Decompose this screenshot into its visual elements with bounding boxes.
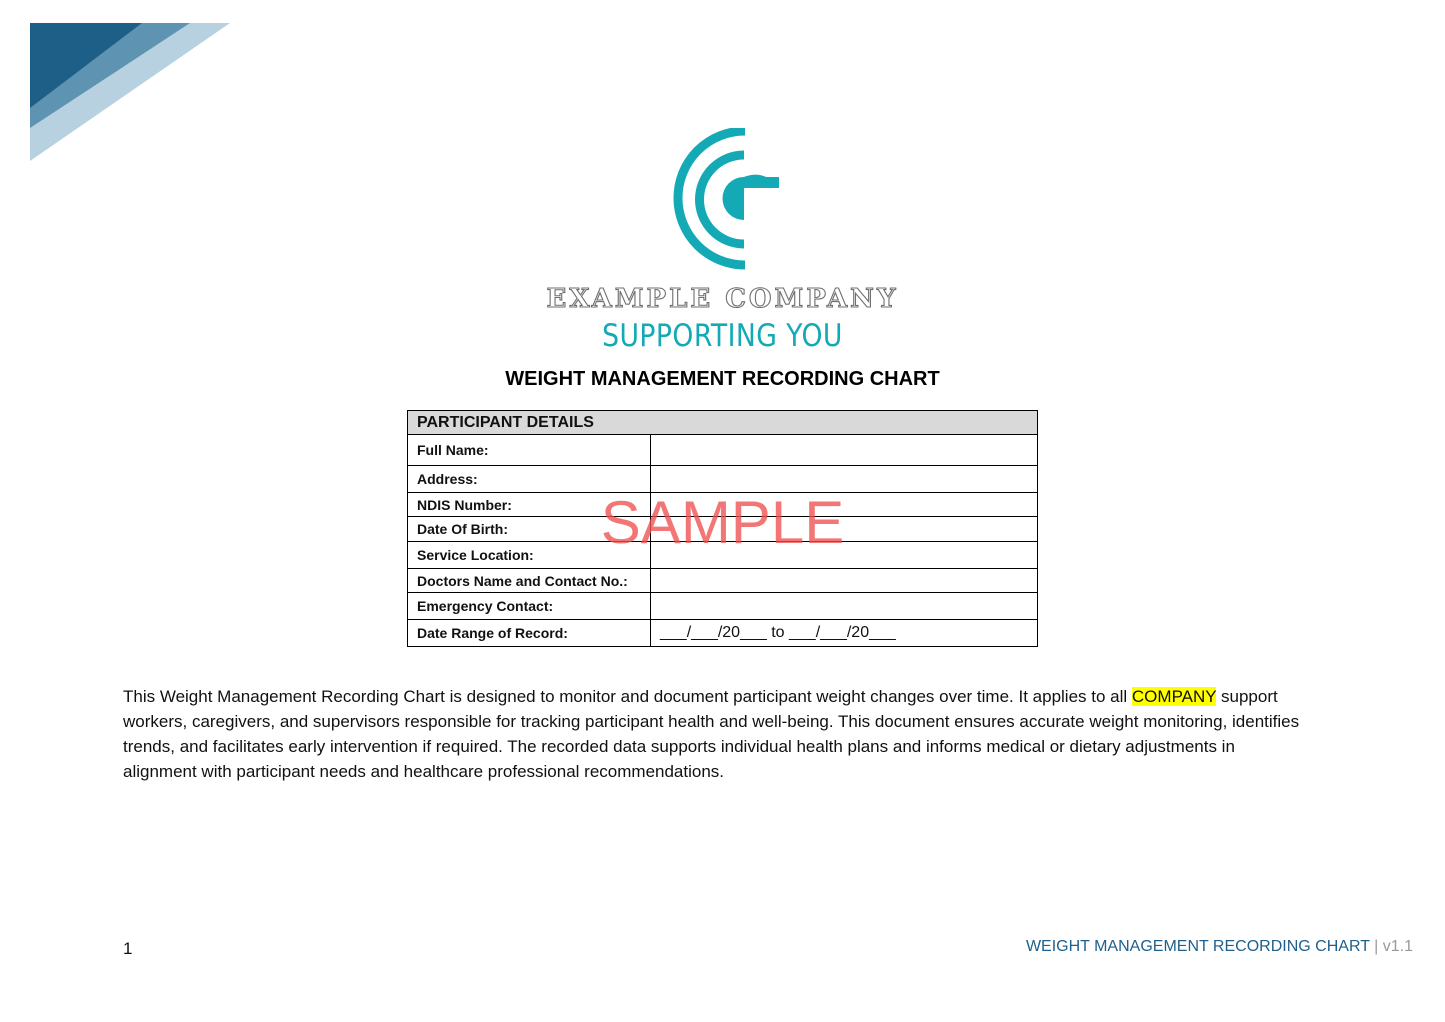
table-row	[408, 493, 1038, 517]
table-row	[408, 569, 1038, 593]
ndis-number-label: NDIS Number:	[408, 493, 651, 517]
sample-watermark: SAMPLE	[600, 489, 845, 556]
date-of-birth-label: Date Of Birth:	[408, 517, 651, 542]
address-label: Address:	[408, 466, 651, 493]
intro-paragraph	[123, 684, 1313, 784]
ndis-number-field[interactable]	[651, 493, 1038, 517]
table-row	[408, 466, 1038, 493]
date-of-birth-field[interactable]	[651, 517, 1038, 542]
company-name: EXAMPLE COMPANY	[546, 284, 899, 314]
corner-decoration	[30, 23, 230, 161]
table-header: PARTICIPANT DETAILS	[408, 411, 1038, 435]
full-name-field[interactable]	[651, 435, 1038, 466]
footer-version: v1.1	[1382, 938, 1413, 955]
table-row	[408, 435, 1038, 466]
date-range-field[interactable]: ___/___/20___ to ___/___/20___	[651, 620, 1038, 647]
company-logo-icon	[660, 128, 784, 270]
table-row	[408, 620, 1038, 647]
footer-separator: |	[1374, 938, 1379, 955]
intro-text-start: This Weight Management Recording Chart is designed to monitor and document participant weight changes over time. It applies to all	[123, 687, 1132, 706]
company-tagline: SUPPORTING YOU	[602, 318, 843, 354]
service-location-field[interactable]	[651, 542, 1038, 569]
document-title: WEIGHT MANAGEMENT RECORDING CHART	[505, 368, 940, 390]
participant-details-table	[407, 410, 1038, 647]
footer	[1026, 938, 1413, 956]
table-row	[408, 593, 1038, 620]
footer-title: WEIGHT MANAGEMENT RECORDING CHART	[1025, 938, 1370, 955]
page-number: 1	[123, 939, 133, 958]
service-location-label: Service Location:	[408, 542, 651, 569]
emergency-contact-label: Emergency Contact:	[408, 593, 651, 620]
company-highlight: COMPANY	[1131, 687, 1217, 706]
address-field[interactable]	[651, 466, 1038, 493]
full-name-label: Full Name:	[408, 435, 651, 466]
intro-text-end: support workers, caregivers, and supervisors responsible for tracking participant health and well-being. This document ensures accurate weight monitoring, identifies trends, and facilitates early intervention if required. The recorded data supports individual health plans and informs medical or dietary adjustments in alignment with participant needs and healthcare professional recommendations.	[123, 687, 1300, 781]
doctor-contact-field[interactable]	[651, 569, 1038, 593]
emergency-contact-field[interactable]	[651, 593, 1038, 620]
table-row	[408, 542, 1038, 569]
doctor-contact-label: Doctors Name and Contact No.:	[408, 569, 651, 593]
date-range-label: Date Range of Record:	[408, 620, 651, 647]
table-row	[408, 517, 1038, 542]
